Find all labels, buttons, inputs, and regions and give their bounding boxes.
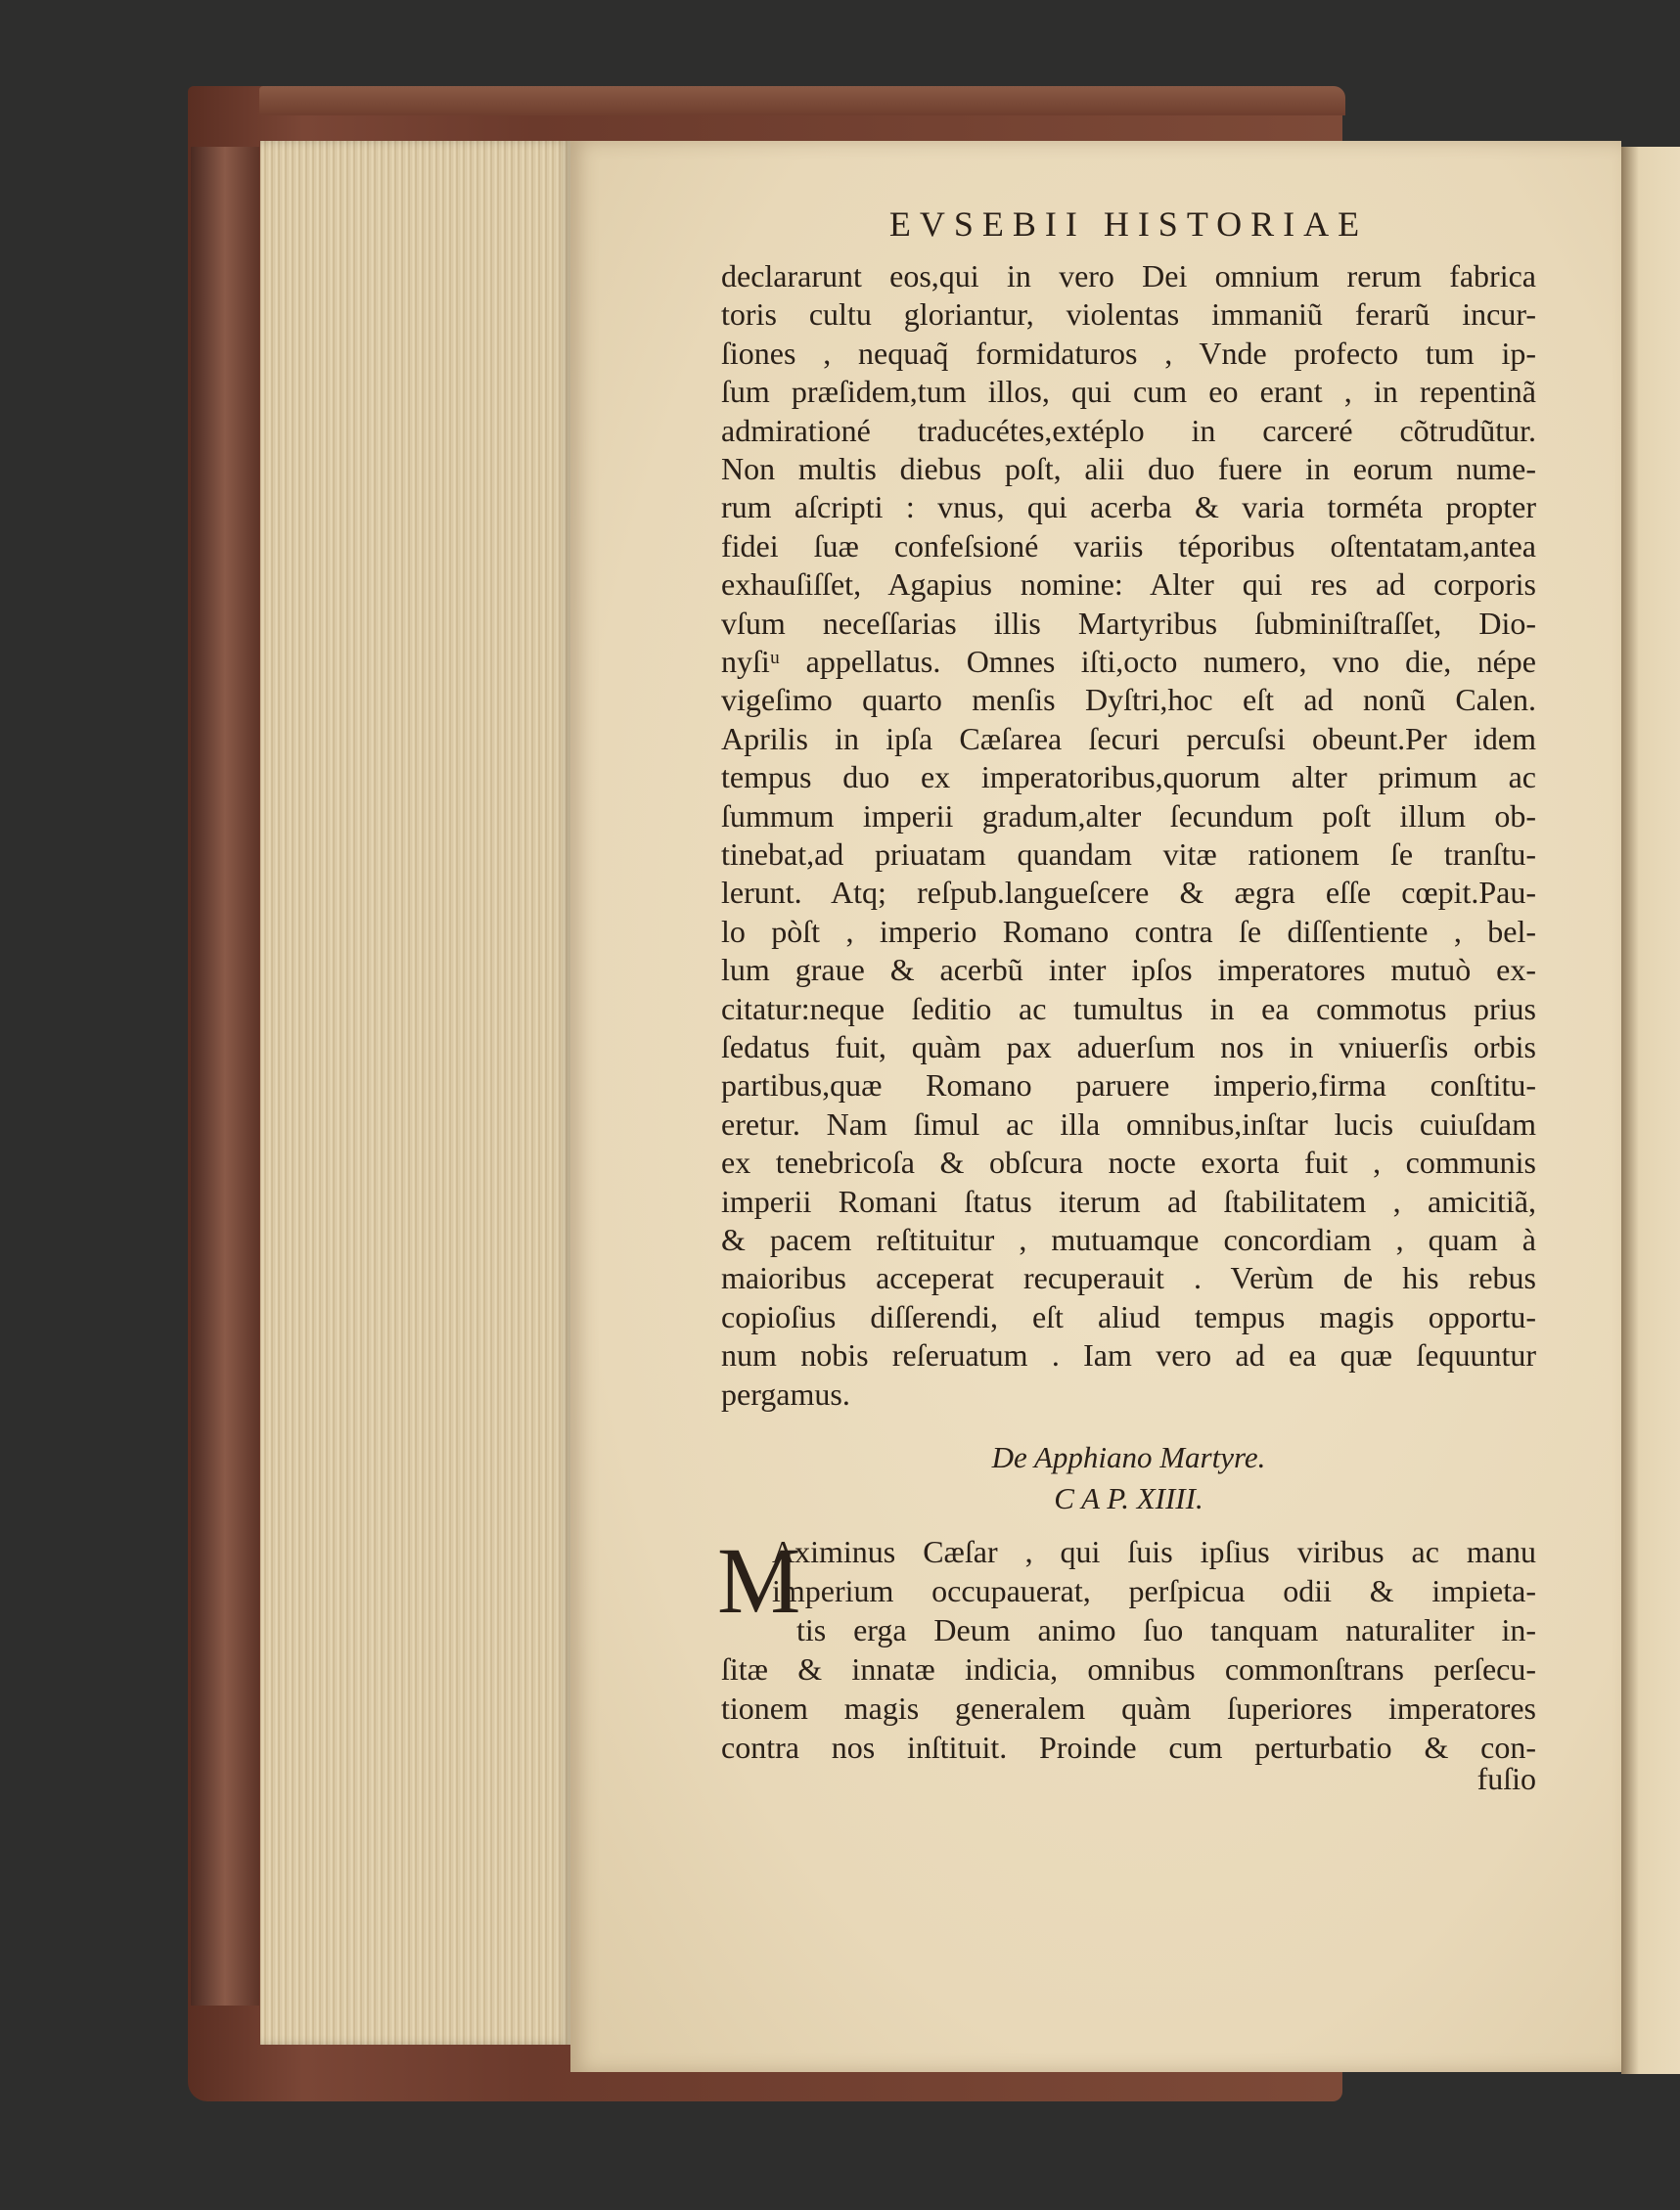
text-line: copioſius diſſerendi, eſt aliud tempus magis opportu- — [721, 1298, 1536, 1334]
text-line: Aximinus Cæſar , qui ſuis ipſius viribus ac manu — [772, 1534, 1536, 1569]
text-line: tinebat,ad priuatam quandam vitæ rationem ſe tranſtu- — [721, 836, 1536, 872]
text-line: exhauſiſſet, Agapius nomine: Alter qui res ad corporis — [721, 566, 1536, 603]
chapter-number: C A P. XIIII. — [1054, 1481, 1203, 1515]
text-line: citatur:neque ſeditio ac tumultus in ea commotus prius — [721, 990, 1536, 1026]
text-line: Aprilis in ipſa Cæſarea ſecuri percuſsi obeunt.Per idem — [721, 720, 1536, 756]
text-line: ſum præſidem,tum illos, qui cum eo erant , in repentinã — [721, 374, 1536, 410]
chapter-title: De Apphiano Martyre. — [991, 1440, 1266, 1474]
text-line: lum graue & acerbũ inter ipſos imperatores mutuò ex- — [721, 952, 1536, 988]
running-title: EVSEBII HISTORIAE — [888, 204, 1369, 244]
text-line: ſedatus fuit, quàm pax aduerſum nos in vniuerſis orbis — [721, 1029, 1536, 1064]
text-line: vſum neceſſarias illis Martyribus ſubminiſtraſſet, Dio- — [721, 605, 1536, 641]
text-line: maioribus acceperat recuperauit . Verùm de his rebus — [721, 1260, 1536, 1296]
text-line: ex tenebricoſa & obſcura nocte exorta fuit , communis — [721, 1145, 1536, 1181]
text-line: num nobis reſeruatum . Iam vero ad ea quæ ſequuntur — [721, 1337, 1536, 1374]
text-line: fidei ſuæ confeſsioné variis téporibus oſtentatam,antea — [721, 527, 1536, 564]
text-line: tionem magis generalem quàm ſuperiores imperatores — [721, 1691, 1536, 1726]
facing-page-edge — [1621, 147, 1680, 2074]
text-line: declararunt eos,qui in vero Dei omnium rerum fabrica — [721, 258, 1536, 293]
text-line: ſitæ & innatæ indicia, omnibus commonſtrans perſecu- — [721, 1651, 1536, 1687]
text-line: lo pòſt , imperio Romano contra ſe diſſentiente , bel- — [721, 913, 1536, 949]
text-line: ſiones , nequaq̃ formidaturos , Vnde profecto tum ip- — [721, 335, 1536, 371]
text-line: nyſiᵘ appellatus. Omnes iſti,octo numero, vno die, népe — [721, 644, 1536, 679]
text-line: rum aſcripti : vnus, qui acerba & varia torméta propter — [721, 489, 1536, 525]
text-line: imperii Romani ſtatus iterum ad ſtabilitatem , amicitiã, — [721, 1183, 1536, 1219]
page-edges — [260, 141, 571, 2045]
text-line: pergamus. — [721, 1376, 850, 1412]
text-line: Non multis diebus poſt, alii duo fuere in eorum nume- — [721, 451, 1536, 486]
book-spine — [191, 147, 259, 2006]
text-line: ſummum imperii gradum,alter ſecundum poſt illum ob- — [721, 797, 1536, 834]
text-line: toris cultu gloriantur, violentas immaniũ ferarũ incur- — [721, 296, 1536, 333]
text-line: partibus,quæ Romano paruere imperio,firma conſtitu- — [721, 1067, 1536, 1104]
text-line: eretur. Nam ſimul ac illa omnibus,inſtar lucis cuiuſdam — [721, 1105, 1536, 1142]
text-line: lerunt. Atq; reſpub.langueſcere & ægra eſſe cœpit.Pau- — [721, 875, 1536, 911]
text-line: contra nos inſtituit. Proinde cum perturbatio & con- — [721, 1730, 1536, 1765]
text-line: imperium occupauerat, perſpicua odii & impieta- — [772, 1573, 1536, 1608]
book-cover-top-edge — [259, 86, 1345, 115]
text-line: tempus duo ex imperatoribus,quorum alter primum ac — [721, 759, 1536, 795]
text-line: tis erga Deum animo ſuo tanquam naturaliter in- — [796, 1612, 1536, 1647]
catchword: fuſio — [1476, 1761, 1536, 1796]
text-line: & pacem reſtituitur , mutuamque concordiam , quam à — [721, 1222, 1536, 1257]
text-line: vigeſimo quarto menſis Dyſtri,hoc eſt ad nonũ Calen. — [721, 682, 1536, 718]
drop-cap: M — [717, 1528, 801, 1633]
text-line: admirationé traducétes,extéplo in carceré cõtrudũtur. — [721, 412, 1536, 448]
